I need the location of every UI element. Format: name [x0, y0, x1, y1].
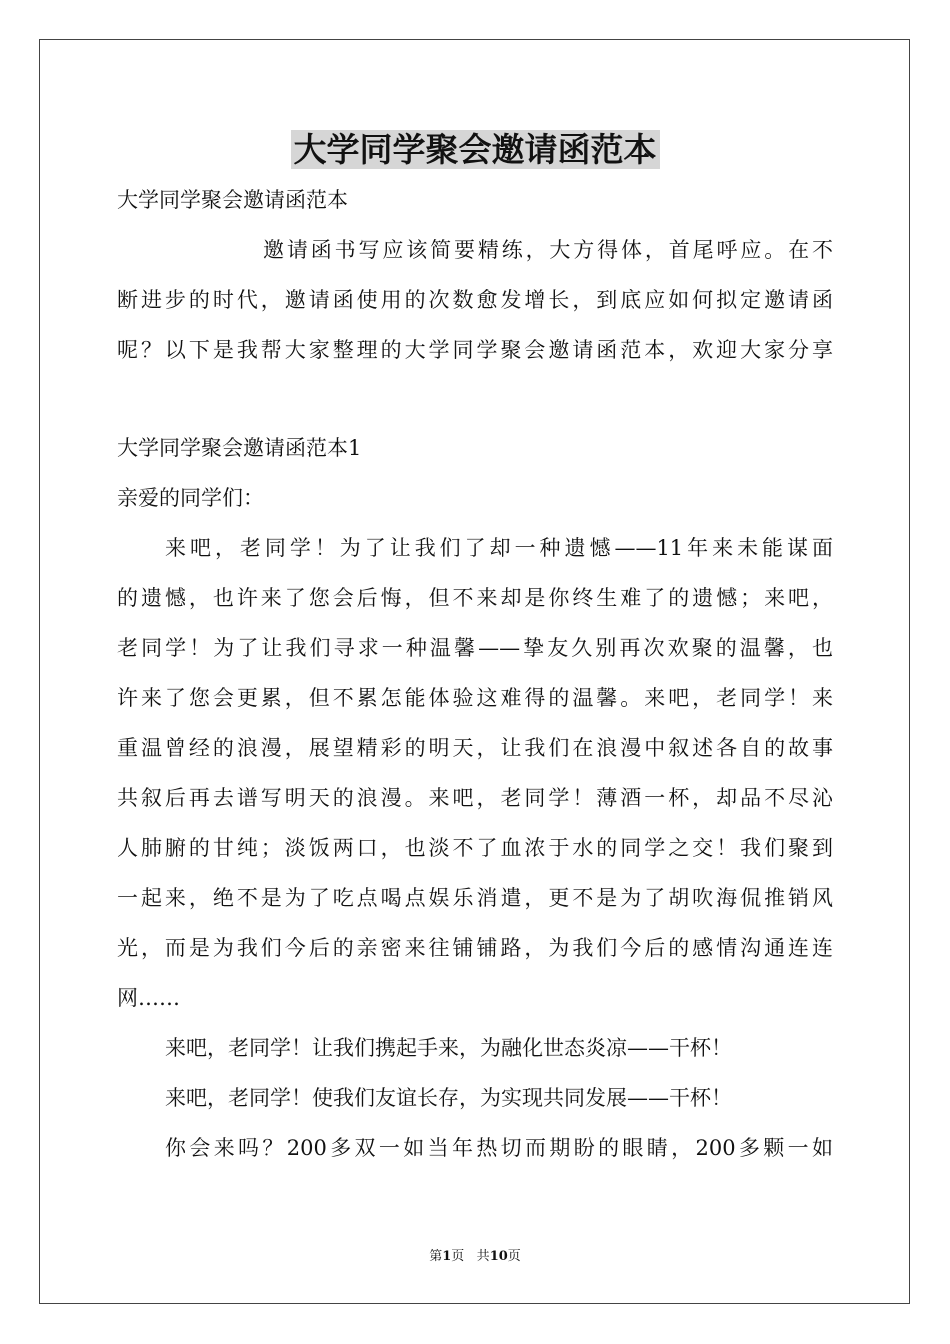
- salutation: 亲爱的同学们：: [117, 486, 264, 510]
- document-title: [0, 128, 950, 172]
- footer-page-suffix: 页: [451, 1249, 465, 1264]
- intro-line: 呢？以下是我帮大家整理的大学同学聚会邀请函范本，欢迎大家分享: [117, 338, 833, 362]
- intro-line: 断进步的时代，邀请函使用的次数愈发增长，到底应如何拟定邀请函: [117, 288, 833, 312]
- toast-line-2: 来吧，老同学！使我们友谊长存，为实现共同发展——干杯！: [165, 1086, 732, 1110]
- paragraph-line: 来吧，老同学！为了让我们了却一种遗憾——11年来未能谋面: [165, 536, 833, 560]
- intro-paragraph: [117, 225, 833, 375]
- paragraph-line: 重温曾经的浪漫，展望精彩的明天，让我们在浪漫中叙述各自的故事: [117, 736, 833, 760]
- paragraph-line: 人肺腑的甘纯；淡饭两口，也淡不了血浓于水的同学之交！我们聚到: [117, 836, 833, 860]
- footer-total-pages: 10: [489, 1249, 508, 1264]
- document-title-text: 大学同学聚会邀请函范本: [291, 130, 660, 169]
- paragraph-line: 光，而是为我们今后的亲密来往铺铺路，为我们今后的感情沟通连连: [117, 936, 833, 960]
- paragraph-line: 一起来，绝不是为了吃点喝点娱乐消遣，更不是为了胡吹海侃推销风: [117, 886, 833, 910]
- section-heading: 大学同学聚会邀请函范本1: [117, 436, 362, 460]
- paragraph-line: 的遗憾，也许来了您会后悔，但不来却是你终生难了的遗憾；来吧，: [117, 586, 833, 610]
- paragraph-line: 网……: [117, 986, 180, 1010]
- paragraph-line: 许来了您会更累，但不累怎能体验这难得的温馨。来吧，老同学！来: [117, 686, 833, 710]
- main-paragraph: [117, 523, 833, 1023]
- toast-line-1: 来吧，老同学！让我们携起手来，为融化世态炎凉——干杯！: [165, 1036, 732, 1060]
- footer-total-suffix: 页: [507, 1249, 521, 1264]
- closing-line: 你会来吗？200多双一如当年热切而期盼的眼睛，200多颗一如: [165, 1136, 833, 1160]
- footer-total-prefix: 共: [476, 1249, 490, 1264]
- footer-page-number: 1: [442, 1249, 452, 1264]
- paragraph-line: 共叙后再去谱写明天的浪漫。来吧，老同学！薄酒一杯，却品不尽沁: [117, 786, 833, 810]
- footer-prefix: 第: [429, 1249, 443, 1264]
- page-footer: [0, 1248, 950, 1266]
- paragraph-line: 老同学！为了让我们寻求一种温馨——挚友久别再次欢聚的温馨，也: [117, 636, 833, 660]
- intro-line: 邀请函书写应该简要精练，大方得体，首尾呼应。在不: [263, 238, 833, 262]
- document-subtitle: 大学同学聚会邀请函范本: [117, 188, 348, 212]
